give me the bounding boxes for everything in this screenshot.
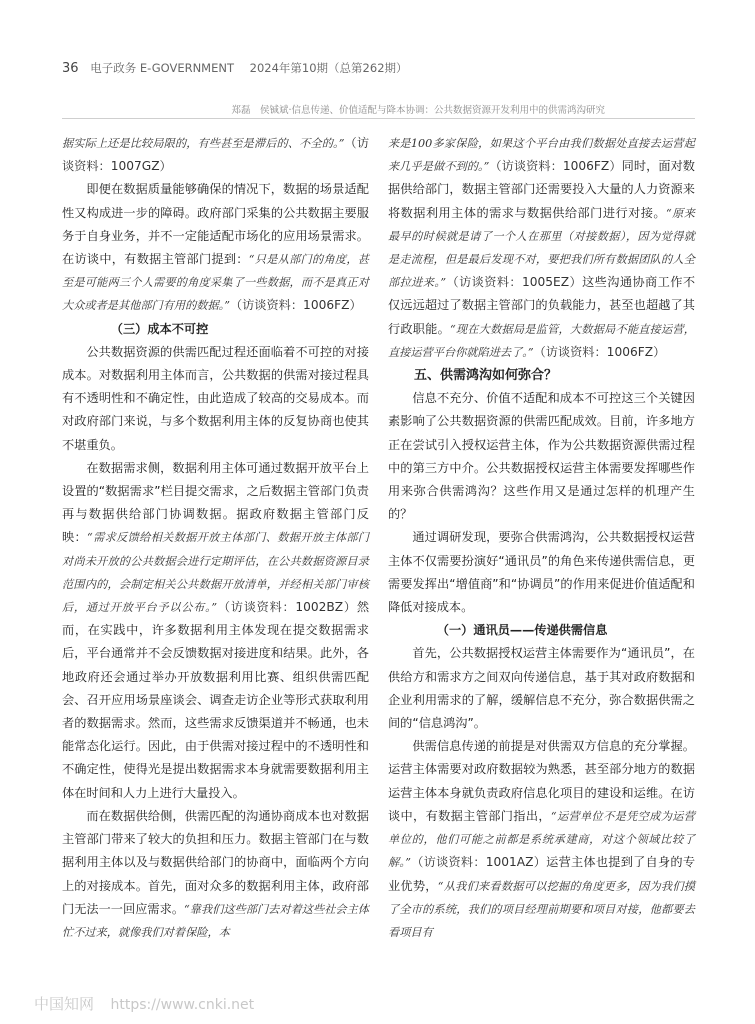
- interview-quote: “从我们来看数据可以挖掘的角度更多，因为我们摸了全市的系统，我们的项目经理前期要和项目对接，他都要去看项目有: [388, 879, 695, 939]
- paragraph-text: 这些沟通协商工作不仅远远超过了数据主管部门的负载能力，甚至也超越了其行政职能。: [388, 275, 696, 336]
- interview-quote: 据实际上还是比较局限的，有些甚至是滞后的、不全的。”: [62, 137, 345, 150]
- paragraph-text: 同时，面对数据供给部门，数据主管部门还需要投入大量的人力资源来将数据利用主体的需求与数据供给部门进行对接。: [388, 159, 695, 220]
- interview-source: （访谈资料：1005EZ）: [446, 275, 583, 290]
- paragraph: [62, 457, 369, 805]
- paragraph: [62, 805, 369, 944]
- paragraph: [388, 735, 695, 944]
- interview-source: （访谈资料：1002BZ）: [217, 600, 357, 615]
- paragraph: 信息不充分、价值不适配和成本不可控这三个关键因素影响了公共数据资源的供需匹配成效。目前，许多地方正在尝试引入授权运营主体，作为公共数据资源供需过程中的第三方中介。公共数据授权运营主体需要发挥哪些作用来弥合供需鸿沟？这些作用又是通过怎样的机理产生的？: [388, 391, 695, 522]
- paragraph: [62, 178, 369, 317]
- cnki-brand: 中国知网: [34, 995, 95, 1013]
- paragraph: 首先，公共数据授权运营主体需要作为“通讯员”，在供给方和需求方之间双向传递信息，基于其对政府数据和企业利用需求的了解，缓解信息不充分，弥合数据供需之间的“信息鸿沟”。: [388, 646, 695, 731]
- section-heading: （一）通讯员——传递供需信息: [436, 623, 608, 638]
- interview-source: （访谈资料：1006FZ）: [229, 298, 362, 313]
- right-column: [388, 132, 695, 944]
- journal-header: [62, 60, 408, 76]
- interview-source: （访谈资料：1007GZ）: [62, 136, 370, 174]
- section-heading: （三）成本不可控: [110, 321, 209, 336]
- paragraph: 通过调研发现，要弥合供需鸿沟，公共数据授权运营主体不仅需要扮演好“通讯员”的角色来传递供需信息，更需要发挥出“增值商”和“协调员”的作用来促进价值适配和降低对接成本。: [388, 530, 695, 615]
- cnki-watermark: [34, 993, 254, 1014]
- journal-name: 电子政务 E-GOVERNMENT: [90, 61, 234, 75]
- paragraph-text: 而在数据供给侧，供需匹配的沟通协商成本也对数据主管部门带来了较大的负担和压力。数据主管部门在与数据利用主体以及与数据供给部门的协商中，面临两个方向上的对接成本。首先，面对众多的数据利用主体，政府部门无法一一回应需求。: [62, 808, 369, 916]
- paragraph-text: 然而，在实践中，许多数据利用主体发现在提交数据需求后，平台通常并不会反馈数据对接进度和结果。此外，各地政府还会通过举办开放数据利用比赛、组织供需匹配会、召开应用场景座谈会、调查走访企业等形式获取利用者的数据需求。然而，这些需求反馈渠道并不畅通，也未能常态化运行。因此，由于供需对接过程中的不透明性和不确定性，使得光是提出数据需求本身就需要数据利用主体在时间和人力上进行大量投入。: [62, 600, 369, 800]
- chapter-heading: 五、供需鸿沟如何弥合？: [414, 368, 558, 384]
- interview-quote: “靠我们这些部门去对着这些社会主体忙不过来，就像我们对着保险，本: [62, 902, 369, 939]
- interview-quote: “原来最早的时候就是请了一个人在那里（对接数据），因为觉得就是走流程，但是最后发现不对，要把我们所有数据团队的人全部拉进来。”: [388, 206, 695, 290]
- interview-quote: 来是100多家保险，如果这个平台由我们数据处直接去运营起来几乎是做不到的。”: [388, 137, 695, 174]
- journal-issue: 2024年第10期（总第262期）: [249, 61, 408, 75]
- paragraph: 公共数据资源的供需匹配过程还面临着不可控的对接成本。对数据利用主体而言，公共数据的供需对接过程具有不透明性和不确定性，由此造成了较高的交易成本。而对政府部门来说，与多个数据利用主体的反复协商也使其不堪重负。: [62, 344, 369, 452]
- interview-quote: “现在大数据局是监管，大数据局不能直接运营，直接运营平台你就陷进去了。”: [388, 322, 695, 359]
- left-column: [62, 132, 369, 944]
- paragraph-text: 即便在数据质量能够确保的情况下，数据的场景适配性又构成进一步的障碍。政府部门采集的公共数据主要服务于自身业务，并不一定能适配市场化的应用场景需求。在访谈中，有数据主管部门提到：: [62, 182, 369, 267]
- paragraph: [62, 132, 369, 178]
- paragraph-text: 在数据需求侧，数据利用主体可通过数据开放平台上设置的“数据需求”栏目提交需求，之后数据主管部门负责再与数据供给部门协调数据。据政府数据主管部门反映：: [62, 460, 369, 545]
- interview-quote: “需求反馈给相关数据开放主体部门、数据开放主体部门对尚未开放的公共数据会进行定期评估，在公共数据资源目录范围内的，会制定相关公共数据开放清单，并经相关部门审核后，通过开放平台予以公布。”: [62, 531, 369, 615]
- interview-source: （访谈资料：1006FZ）: [489, 159, 622, 174]
- interview-quote: “只是从部门的角度，甚至是可能两三个人需要的角度采集了一些数据，而不是真正对大众或者是其他部门有用的数据。”: [62, 253, 369, 313]
- paragraph: [388, 132, 695, 364]
- header-divider: [62, 118, 695, 119]
- interview-source: （访谈资料：1001AZ）: [410, 855, 547, 870]
- interview-source: （访谈资料：1006FZ）: [533, 344, 666, 359]
- interview-quote: “运营单位不是凭空成为运营单位的，他们可能之前都是系统承建商，对这个领域比较了解。”: [388, 809, 695, 870]
- paragraph-text: 运营主体也提到了自身的专业优势，: [388, 855, 696, 893]
- article-running-head: 郑磊 侯铖斌·信息传递、价值适配与降本协调：公共数据资源开发利用中的供需鸿沟研究: [231, 105, 605, 116]
- paragraph-text: 供需信息传递的前提是对供需双方信息的充分掌握。运营主体需要对政府数据较为熟悉，甚至部分地方的数据运营主体本身就负责政府信息化项目的建设和运维。在访谈中，有数据主管部门指出，: [388, 739, 695, 823]
- cnki-url: https://www.cnki.net: [110, 997, 255, 1013]
- page-number: 36: [62, 61, 79, 76]
